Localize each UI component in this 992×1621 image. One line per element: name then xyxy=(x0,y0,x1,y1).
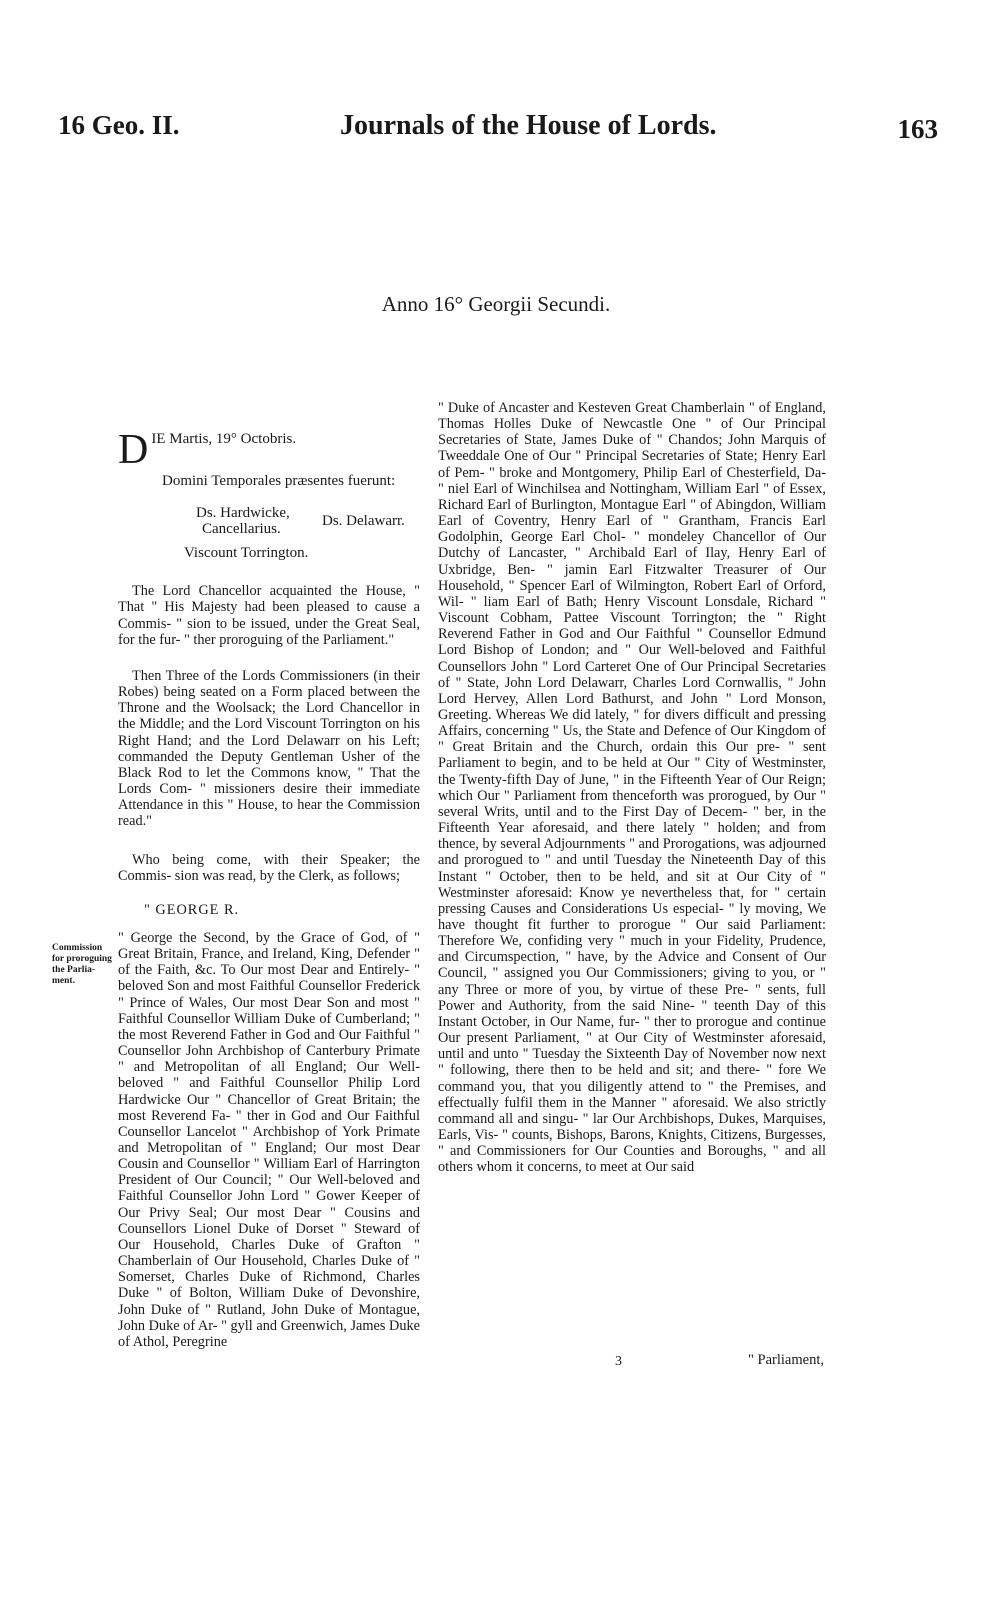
lord-delawarr: Ds. Delawarr. xyxy=(322,513,405,530)
left-column xyxy=(118,417,420,1350)
paragraph-commissioners: Then Three of the Lords Commissioners (in their Robes) being seated on a Form placed between the Throne and the Woolsack; the Lord Chancellor in the Middle; and the Lord Viscount Torrington on his Right Hand; and the Lord Delawarr on his Left; commanded the Deputy Gentleman Usher of the Black Rod to let the Commons know, " That the Lords Com- " missioners desire their immediate Attendance in this " House, to hear the Commission read." xyxy=(118,667,420,830)
paragraph-commons-arrive: Who being come, with their Speaker; the Commis- sion was read, by the Clerk, as follows; xyxy=(118,851,420,884)
margin-note: Commission for proroguing the Parlia- ment. xyxy=(52,943,112,986)
anno-heading: Anno 16° Georgii Secundi. xyxy=(381,292,611,316)
page-number: 163 xyxy=(897,114,938,144)
signature-mark: 3 xyxy=(615,1354,622,1369)
commission-text-start: " George the Second, by the Grace of God, of " Great Britain, France, and Ireland, King, Defender " of the Faith, &c. To Our most Dear and Entirely- " beloved Son and most Faithful Counsellor Frederick " Prince of Wales, Our most Dear Son and most " Faithful Counsellor William Duke of Cumberland; " the most Reverend Father in God and Our Faithful " Counsellor John Archbishop of Canterbury Primate " and Metropolitan of all England; Our Well-beloved " and Faithful Counsellor Philip Lord Hardwicke Our " Chancellor of Great Britain; the most Reverend Fa- " ther in God and Our Faithful Counsellor Lancelot " Archbishop of York Primate and Metropolitan of " England; Our most Dear Cousin and Counsellor " William Earl of Harrington President of Our Council; " Our Well-beloved and Faithful Counsellor John Lord " Gower Keeper of Our Privy Seal; Our most Dear " Cousins and Counsellors Lionel Duke of Dorset " Steward of Our Household, Charles Duke of Grafton " Chamberlain of Our Household, Charles Duke of " Somerset, Charles Duke of Richmond, Charles Duke " of Bolton, William Duke of Devonshire, John Duke of " Rutland, John Duke of Montague, John Duke of Ar- " gyll and Greenwich, James Duke of Athol, Peregrine xyxy=(118,929,420,1350)
session-date xyxy=(118,417,420,473)
page-header xyxy=(58,108,938,158)
commission-text-continued: " Duke of Ancaster and Kesteven Great Chamberlain " of England, Thomas Holles Duke of Newcastle One " of Our Principal Secretaries of State, James Duke of " Chandos; John Marquis of Tweeddale One of Our " Principal Secretaries of State; Henry Earl of Pem- " broke and Montgomery, Philip Earl of Chesterfield, Da- " niel Earl of Winchilsea and Nottingham, William Earl " of Essex, Richard Earl of Burlington, Montague Earl " of Abingdon, William Earl of Coventry, Henry Earl of " Grantham, Francis Earl Godolphin, George Earl Chol- " mondeley Chancellor of Our Dutchy of Lancaster, " Archibald Earl of Ilay, Henry Earl of Uxbridge, Ben- " jamin Earl Fitzwalter Treasurer of Our Household, " Spencer Earl of Wilmington, Robert Earl of Orford, Wil- " liam Earl of Bath; Henry Viscount Lonsdale, Richard " Viscount Cobham, Pattee Viscount Torrington; the " Right Reverend Father in God and Our Faithful " Counsellor Edmund Lord Bishop of London; and " Our Well-beloved and Faithful Counsellors John " Lord Carteret One of Our Principal Secretaries of " State, John Lord Delawarr, Charles Lord Cornwallis, " John Lord Hervey, Allen Lord Bathurst, and John " Lord Monson, Greeting. Whereas We did lately, " for divers difficult and pressing Affairs, concerning " Us, the State and Defence of Our Kingdom of " Great Britain and the Church, ordain this Our pre- " sent Parliament to begin, and to be held at Our " City of Westminster, the Twenty-fifth Day of June, " in the Fifteenth Year of Our Reign; which Our " Parliament from thenceforth was prorogued, by Our " several Writs, until and to the First Day of Decem- " ber, in the Fifteenth Year aforesaid, and there lately " holden; and from thence, by several Adjournments " and Prorogations, was adjourned and prorogued to " and until Tuesday the Nineteenth Day of this Instant " October, then to be held, and sit at Our City of " Westminster aforesaid: Know ye nevertheless that, for " certain pressing Causes and Considerations Us especial- " ly moving, We have thought fit further to prorogue " Our said Parliament: Therefore We, confiding very " much in your Fidelity, Prudence, and Circumspection, " have, by the Advice and Consent of Our Council, " assigned you Our Commissioners; giving to you, or " any Three or more of you, by virtue of these Pre- " sents, full Power and Authority, from the said Nine- " teenth Day of this Instant October, in Our Name, fur- " ther to prorogue and continue Our present Parliament, " at Our City of Westminster aforesaid, until and unto " Tuesday the Sixteenth Day of November now next " following, there then to be held and sit; and there- " fore We command you, that you diligently attend to " the Premises, and effectually fulfil them in the Manner " aforesaid. We also strictly command all and singu- " lar Our Archbishops, Dukes, Marquises, Earls, Vis- " counts, Bishops, Barons, Knights, Citizens, Burgesses, " and Commissioners for Our Counties and Boroughs, " and all others whom it concerns, to meet at Our said xyxy=(438,400,826,1176)
right-column xyxy=(438,400,826,1176)
commission-heading: " GEORGE R. xyxy=(144,901,240,918)
session-date-text: IE Martis, 19° Octobris. xyxy=(151,431,297,447)
lords-present-list xyxy=(118,497,420,569)
dropcap-letter: D xyxy=(118,427,149,473)
catchword: " Parliament, xyxy=(748,1352,824,1368)
lords-present-heading: Domini Temporales præsentes fuerunt: xyxy=(162,473,396,490)
header-regnal-year: 16 Geo. II. xyxy=(58,110,180,140)
paragraph-chancellor: The Lord Chancellor acquainted the House, " That " His Majesty had been pleased to cause a Commis- " sion to be issued, under the Great Seal, for the fur- " ther proroguing of the Parliament." xyxy=(118,583,420,648)
header-title: Journals of the House of Lords. xyxy=(340,110,717,141)
viscount-torrington: Viscount Torrington. xyxy=(184,545,309,562)
lord-hardwicke-title: Cancellarius. xyxy=(202,521,281,538)
lord-hardwicke: Ds. Hardwicke, xyxy=(196,505,290,522)
